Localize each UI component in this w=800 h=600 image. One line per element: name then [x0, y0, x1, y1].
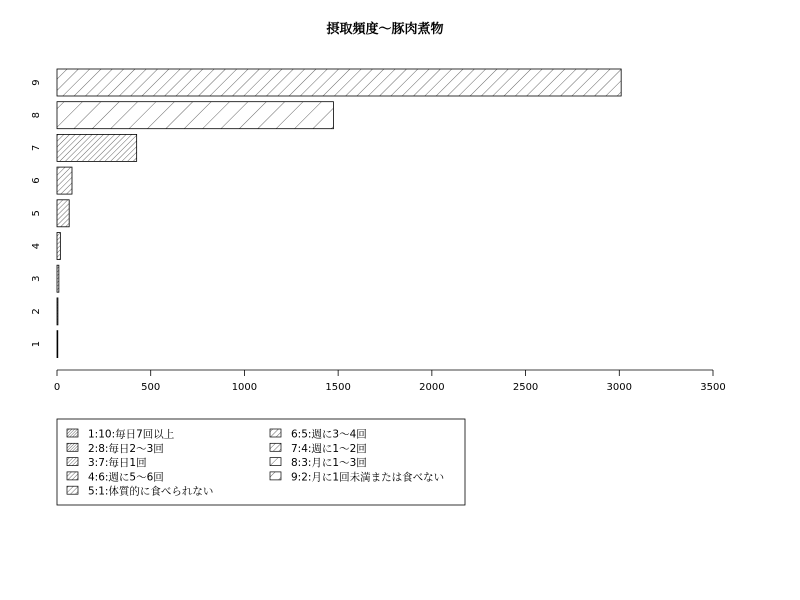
legend-label: 7:4:週に1〜2回: [291, 442, 367, 455]
x-tick-label: 3500: [700, 382, 726, 393]
chart-title: 摂取頻度〜豚肉煮物: [326, 22, 444, 37]
bar-4: [57, 233, 60, 260]
y-tick-label: 4: [31, 242, 42, 250]
legend-swatch: [270, 472, 281, 480]
x-tick-label: 0: [53, 382, 61, 393]
legend-swatch: [67, 429, 78, 437]
x-tick-label: 2500: [512, 382, 539, 393]
x-tick-label: 1000: [231, 382, 258, 393]
x-tick-label: 500: [141, 382, 161, 393]
legend-label: 8:3:月に1〜3回: [291, 457, 367, 470]
legend-swatch: [270, 458, 281, 466]
y-tick-label: 1: [31, 340, 42, 348]
y-tick-label: 5: [31, 210, 42, 217]
legend-label: 6:5:週に3〜4回: [291, 428, 367, 441]
y-tick-label: 3: [31, 275, 42, 282]
y-tick-label: 6: [31, 177, 42, 184]
x-tick-label: 2000: [419, 382, 445, 393]
y-tick-label: 9: [31, 79, 42, 86]
x-axis: [54, 370, 726, 393]
legend-swatch: [67, 472, 78, 480]
bar-2: [57, 298, 58, 325]
bar-5: [57, 200, 69, 227]
x-tick-label: 3000: [606, 382, 633, 393]
bar-6: [57, 167, 72, 194]
legend-swatch: [67, 458, 78, 466]
bar-3: [57, 265, 59, 292]
bar-8: [57, 102, 333, 129]
legend-label: 5:1:体質的に食べられない: [88, 485, 214, 498]
x-tick-label: 1500: [325, 382, 351, 393]
legend: [57, 419, 465, 505]
bars: [57, 69, 621, 358]
legend-swatch: [67, 443, 78, 451]
y-tick-label: 7: [31, 144, 42, 152]
bar-1: [57, 331, 58, 358]
legend-label: 3:7:毎日1回: [88, 457, 147, 470]
bar-7: [57, 134, 137, 161]
legend-swatch: [270, 443, 281, 451]
legend-label: 2:8:毎日2〜3回: [88, 442, 164, 455]
y-tick-label: 2: [31, 308, 42, 315]
legend-label: 9:2:月に1回未満または食べない: [291, 471, 445, 484]
legend-swatch: [67, 486, 78, 494]
legend-swatch: [270, 429, 281, 437]
y-axis-ticks: [31, 79, 42, 347]
y-tick-label: 8: [31, 112, 42, 119]
legend-label: 4:6:週に5〜6回: [88, 471, 164, 484]
bar-9: [57, 69, 621, 96]
legend-label: 1:10:毎日7回以上: [88, 428, 175, 441]
